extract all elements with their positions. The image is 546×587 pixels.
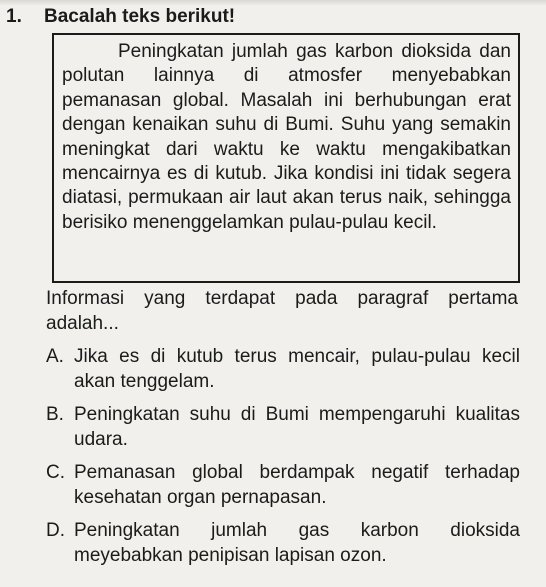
- option-letter: B.: [46, 404, 64, 425]
- reading-passage-box: [52, 33, 520, 283]
- option-text: Jika es di kutub terus mencair, pulau-pulau kecil akan tenggelam.: [74, 346, 520, 392]
- option-text: Peningkatan jumlah gas karbon dioksida meyebabkan penipisan lapisan ozon.: [74, 520, 520, 566]
- question-prompt: Informasi yang terdapat pada paragraf pertama adalah...: [46, 288, 518, 334]
- answer-option-a[interactable]: [46, 345, 520, 394]
- question-instruction: Bacalah teks berikut!: [44, 6, 236, 27]
- answer-options: [46, 345, 520, 577]
- option-text: Pemanasan global berdampak negatif terhadap kesehatan organ pernapasan.: [74, 462, 520, 508]
- question-number: 1.: [6, 6, 22, 27]
- option-letter: D.: [46, 520, 65, 541]
- answer-option-c[interactable]: [46, 461, 520, 510]
- option-letter: C.: [46, 462, 65, 483]
- option-text: Peningkatan suhu di Bumi mempengaruhi kualitas udara.: [74, 404, 520, 450]
- option-letter: A.: [46, 346, 64, 367]
- answer-option-b[interactable]: [46, 403, 520, 452]
- answer-option-d[interactable]: [46, 519, 520, 568]
- reading-passage-text: Peningkatan jumlah gas karbon dioksida dan polutan lainnya di atmosfer menyebabkan pemanasan global. Masalah ini berhubungan erat dengan kenaikan suhu di Bumi. Suhu yang semakin meningkat dari waktu ke waktu mengakibatkan mencairnya es di kutub. Jika kondisi ini tidak segera diatasi, permukaan air laut akan terus naik, sehingga berisiko menenggelamkan pulau-pulau kecil.: [62, 41, 511, 233]
